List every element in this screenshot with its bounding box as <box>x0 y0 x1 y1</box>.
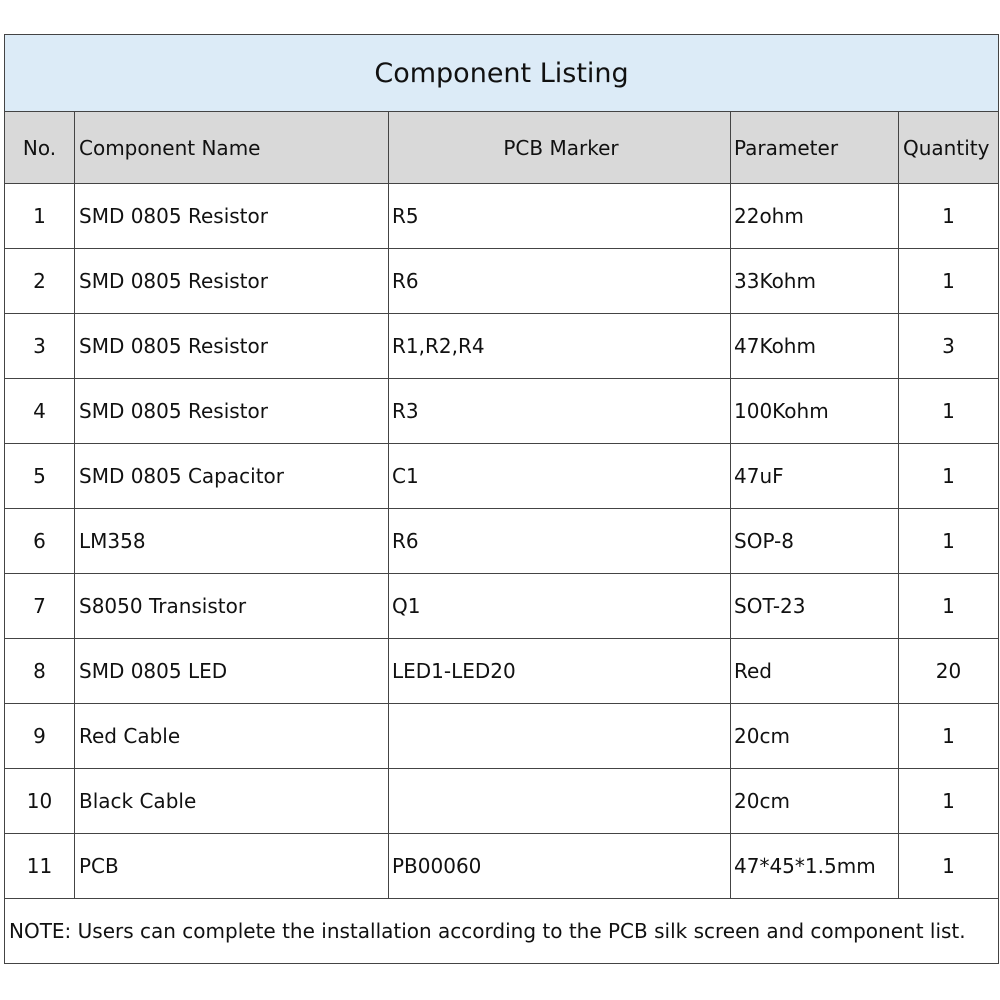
cell-parameter: 22ohm <box>731 184 899 249</box>
cell-component-name: S8050 Transistor <box>75 574 389 639</box>
cell-pcb-marker: R5 <box>389 184 731 249</box>
cell-parameter: 47Kohm <box>731 314 899 379</box>
cell-component-name: PCB <box>75 834 389 899</box>
cell-quantity: 1 <box>899 574 999 639</box>
cell-no: 2 <box>5 249 75 314</box>
cell-parameter: SOT-23 <box>731 574 899 639</box>
cell-no: 3 <box>5 314 75 379</box>
header-row <box>5 112 999 184</box>
cell-component-name: SMD 0805 Resistor <box>75 184 389 249</box>
cell-no: 9 <box>5 704 75 769</box>
cell-component-name: SMD 0805 Capacitor <box>75 444 389 509</box>
cell-parameter: 33Kohm <box>731 249 899 314</box>
header-pcb-marker: PCB Marker <box>389 112 731 184</box>
cell-no: 6 <box>5 509 75 574</box>
cell-parameter: 47*45*1.5mm <box>731 834 899 899</box>
cell-component-name: SMD 0805 Resistor <box>75 379 389 444</box>
cell-parameter: 47uF <box>731 444 899 509</box>
cell-quantity: 20 <box>899 639 999 704</box>
note-text: NOTE: Users can complete the installation according to the PCB silk screen and component list. <box>5 899 999 964</box>
cell-component-name: SMD 0805 Resistor <box>75 314 389 379</box>
component-listing-table <box>4 34 999 964</box>
table-row <box>5 249 999 314</box>
cell-quantity: 1 <box>899 704 999 769</box>
cell-no: 5 <box>5 444 75 509</box>
cell-parameter: SOP-8 <box>731 509 899 574</box>
title-row <box>5 35 999 112</box>
note-row <box>5 899 999 964</box>
cell-pcb-marker: LED1-LED20 <box>389 639 731 704</box>
table-row <box>5 704 999 769</box>
table-row <box>5 184 999 249</box>
table-title: Component Listing <box>5 35 999 112</box>
cell-pcb-marker: C1 <box>389 444 731 509</box>
cell-parameter: 100Kohm <box>731 379 899 444</box>
cell-pcb-marker: Q1 <box>389 574 731 639</box>
cell-no: 11 <box>5 834 75 899</box>
cell-quantity: 1 <box>899 249 999 314</box>
cell-no: 10 <box>5 769 75 834</box>
cell-no: 1 <box>5 184 75 249</box>
table-row <box>5 314 999 379</box>
cell-quantity: 1 <box>899 444 999 509</box>
cell-pcb-marker: PB00060 <box>389 834 731 899</box>
cell-no: 8 <box>5 639 75 704</box>
cell-quantity: 1 <box>899 769 999 834</box>
cell-quantity: 3 <box>899 314 999 379</box>
cell-parameter: Red <box>731 639 899 704</box>
cell-pcb-marker: R6 <box>389 249 731 314</box>
cell-pcb-marker: R1,R2,R4 <box>389 314 731 379</box>
table-row <box>5 379 999 444</box>
cell-pcb-marker: R3 <box>389 379 731 444</box>
cell-quantity: 1 <box>899 834 999 899</box>
table-row <box>5 509 999 574</box>
cell-pcb-marker: R6 <box>389 509 731 574</box>
cell-no: 4 <box>5 379 75 444</box>
cell-parameter: 20cm <box>731 769 899 834</box>
table-body <box>5 35 999 964</box>
table-row <box>5 834 999 899</box>
cell-quantity: 1 <box>899 509 999 574</box>
cell-pcb-marker <box>389 769 731 834</box>
header-quantity: Quantity <box>899 112 999 184</box>
cell-component-name: SMD 0805 LED <box>75 639 389 704</box>
cell-quantity: 1 <box>899 184 999 249</box>
cell-parameter: 20cm <box>731 704 899 769</box>
cell-component-name: SMD 0805 Resistor <box>75 249 389 314</box>
table-row <box>5 639 999 704</box>
table-row <box>5 769 999 834</box>
header-no: No. <box>5 112 75 184</box>
table-row <box>5 444 999 509</box>
cell-no: 7 <box>5 574 75 639</box>
cell-component-name: LM358 <box>75 509 389 574</box>
cell-component-name: Black Cable <box>75 769 389 834</box>
cell-quantity: 1 <box>899 379 999 444</box>
table-row <box>5 574 999 639</box>
cell-pcb-marker <box>389 704 731 769</box>
header-parameter: Parameter <box>731 112 899 184</box>
cell-component-name: Red Cable <box>75 704 389 769</box>
header-component-name: Component Name <box>75 112 389 184</box>
